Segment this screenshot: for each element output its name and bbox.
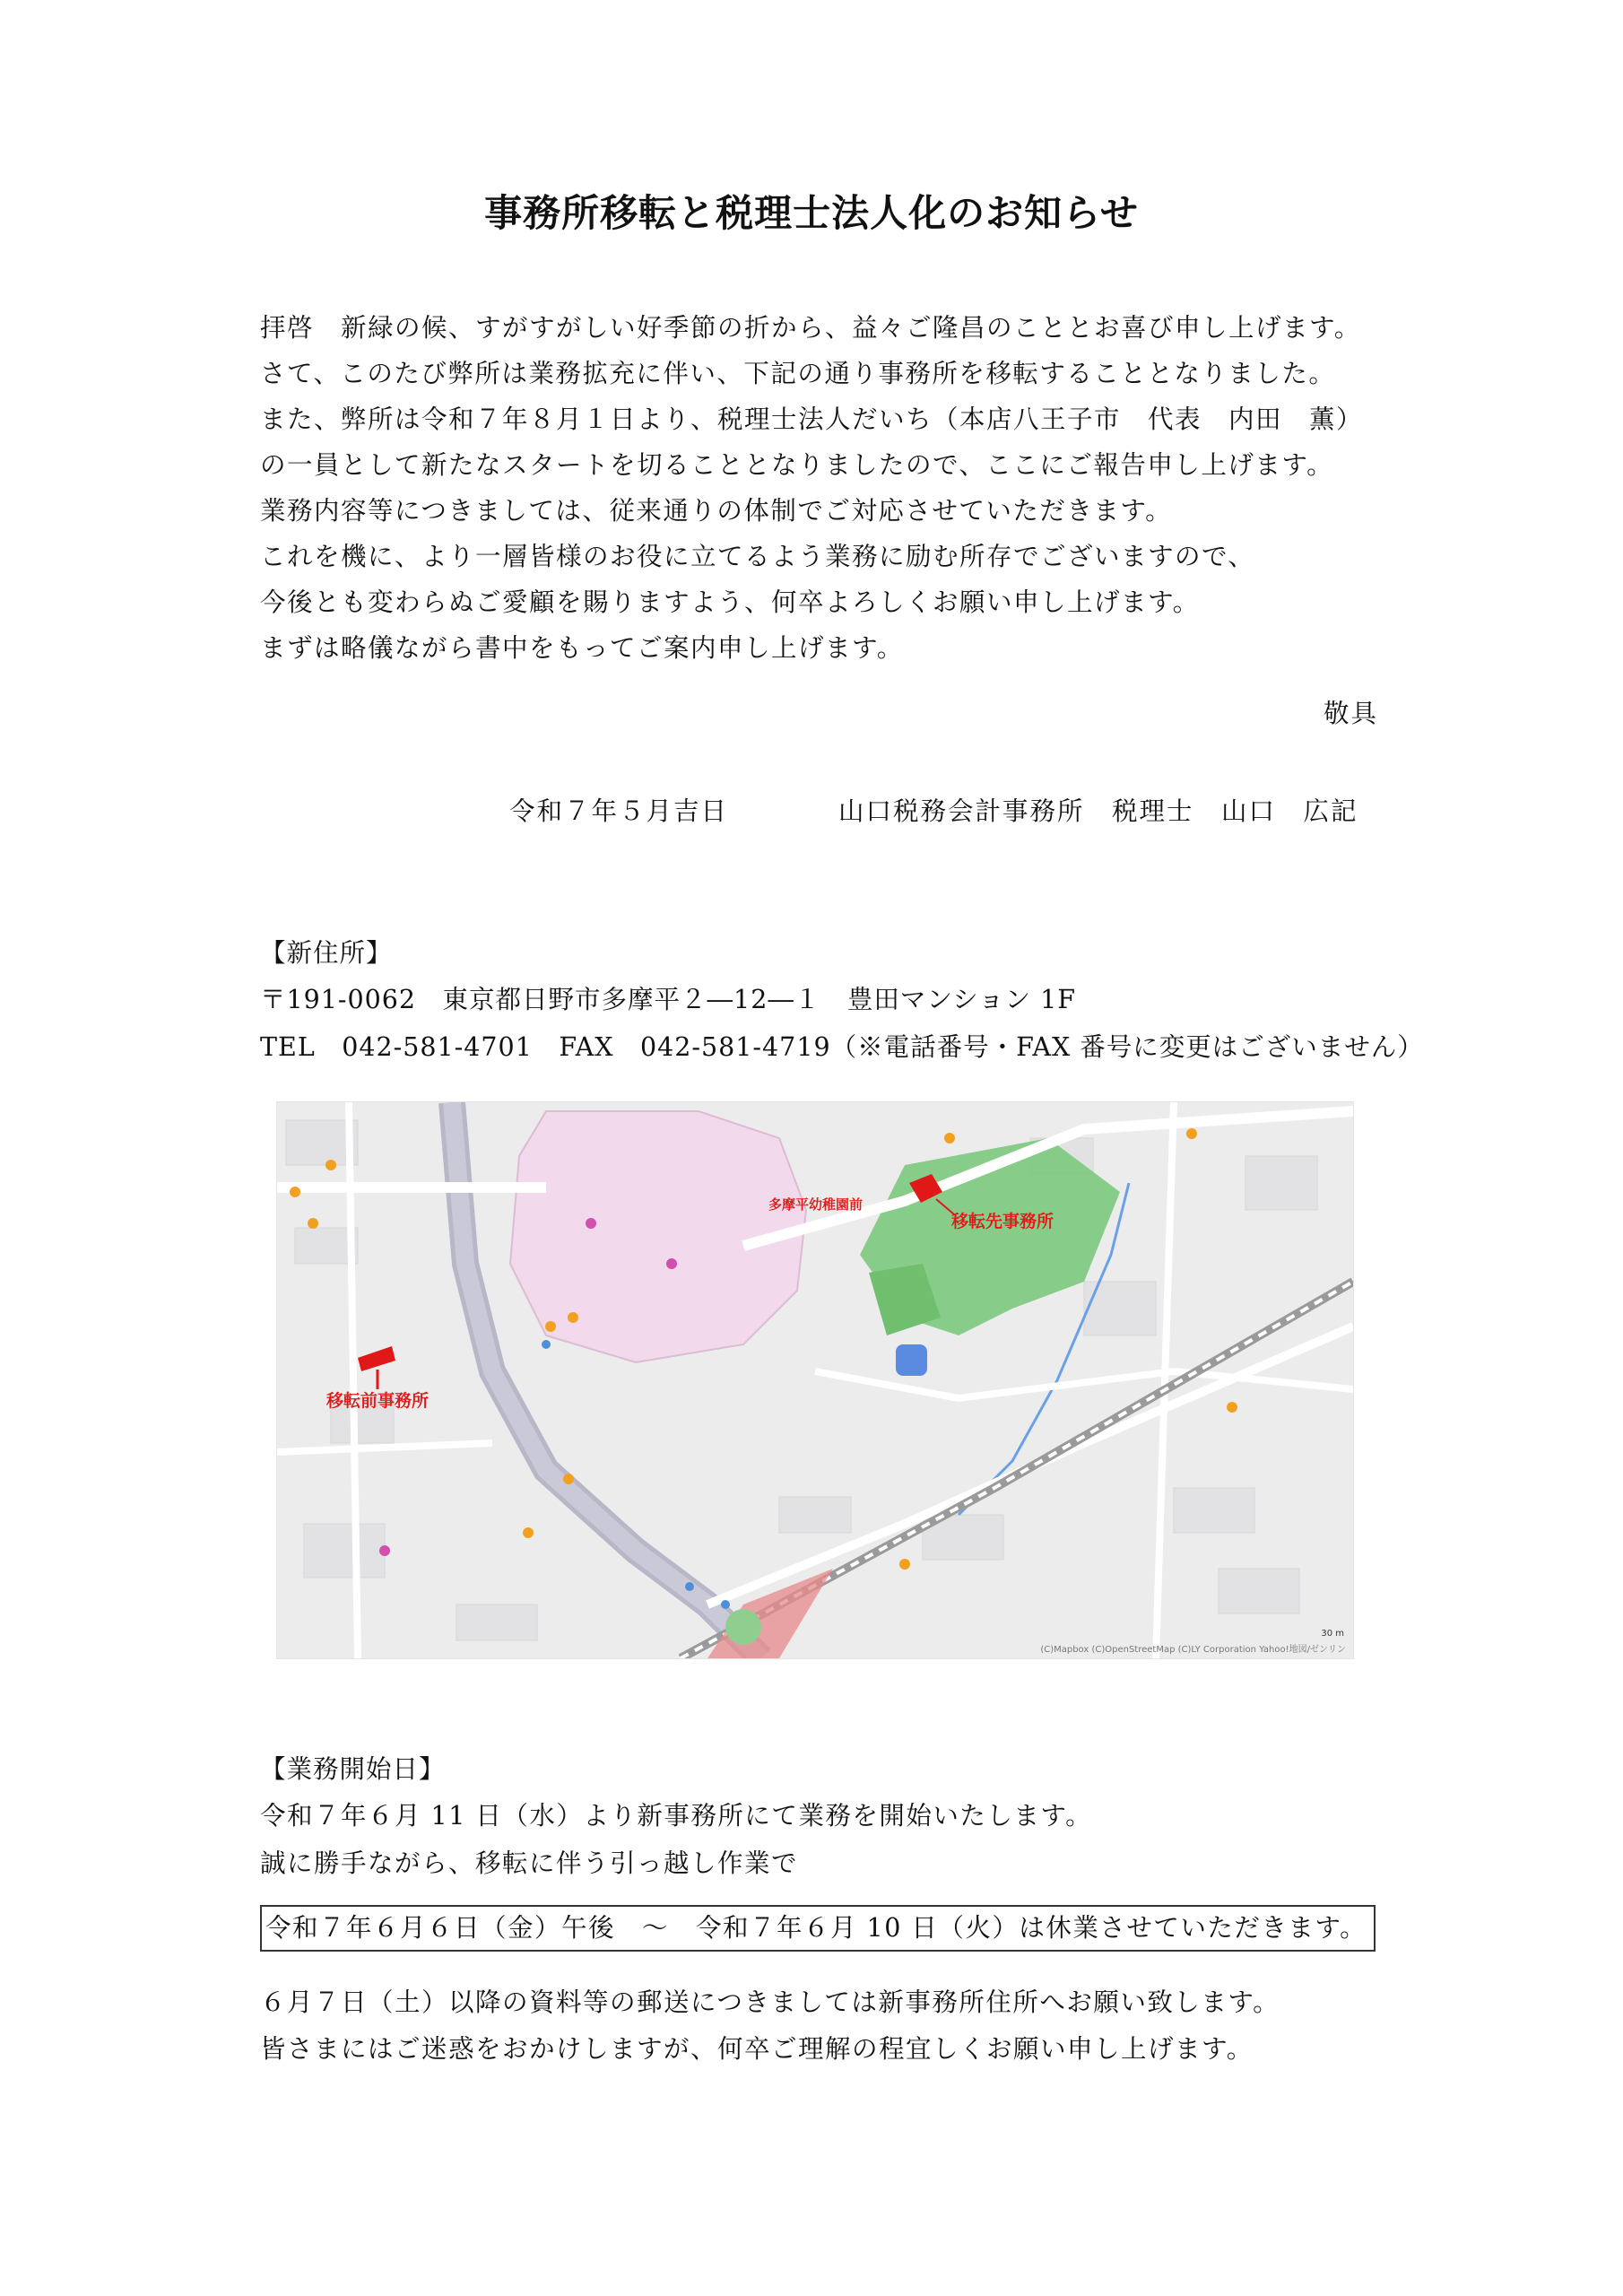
map-attribution: (C)Mapbox (C)OpenStreetMap (C)LY Corporation Yahoo!地図/ゼンリン [1040,1645,1346,1655]
body-line: 拝啓 新緑の候、すがすがしい好季節の折から、益々ご隆昌のこととお喜び申し上げます。 [260,313,1361,343]
business-start-heading: 【業務開始日】 [260,1754,446,1784]
business-start-line: 令和７年６月 11 日（水）より新事務所にて業務を開始いたします。 [260,1801,1093,1831]
closure-notice-box: 令和７年６月６日（金）午後 ～ 令和７年６月 10 日（火）は休業させていただきます。 [260,1905,1376,1952]
body-line: 今後とも変わらぬご愛顧を賜りますよう、何卒よろしくお願い申し上げます。 [260,587,1200,617]
postal-address: 〒191-0062 東京都日野市多摩平２―12―１ 豊田マンション 1F [260,985,1077,1014]
body-line: 業務内容等につきましては、従来通りの体制でご対応させていただきます。 [260,496,1173,526]
kindergarten-label: 多摩平幼稚園前 [768,1196,864,1213]
body-line: これを機に、より一層皆様のお役に立てるよう業務に励む所存でございますので、 [260,542,1255,571]
new-address-heading: 【新住所】 [260,938,393,968]
body-line: さて、このたび弊所は業務拡充に伴い、下記の通り事務所を移転することとなりました。 [260,359,1336,388]
old-office-label: 移転前事務所 [326,1391,430,1411]
phone-fax: TEL 042-581-4701 FAX 042-581-4719（※電話番号・FAX 番号に変更はございません） [260,1032,1424,1062]
issue-date: 令和７年５月吉日 [509,796,729,826]
body-line: の一員として新たなスタートを切ることとなりましたので、ここにご報告申し上げます。 [260,450,1334,480]
mail-notice-line: ６月７日（土）以降の資料等の郵送につきましては新事務所住所へお願い致します。 [260,1987,1280,2017]
closing-word: 敬具 [1323,699,1378,728]
body-line: また、弊所は令和７年８月１日より、税理士法人だいち（本店八王子市 代表 内田 薫） [260,404,1364,434]
moving-notice-line: 誠に勝手ながら、移転に伴う引っ越し作業で [260,1848,799,1878]
body-line: まずは略儀ながら書中をもってご案内申し上げます。 [260,633,904,663]
map-graphic [277,1102,1353,1658]
new-office-label: 移転先事務所 [951,1212,1055,1231]
location-map[interactable] [276,1101,1354,1659]
apology-line: 皆さまにはご迷惑をおかけしますが、何卒ご理解の程宜しくお願い申し上げます。 [260,2034,1254,2064]
letter-body [260,305,1390,671]
map-scale: 30 m [1321,1629,1344,1639]
page-title: 事務所移転と税理士法人化のお知らせ [484,191,1139,235]
signer-name: 山口税務会計事務所 税理士 山口 広記 [838,796,1358,826]
